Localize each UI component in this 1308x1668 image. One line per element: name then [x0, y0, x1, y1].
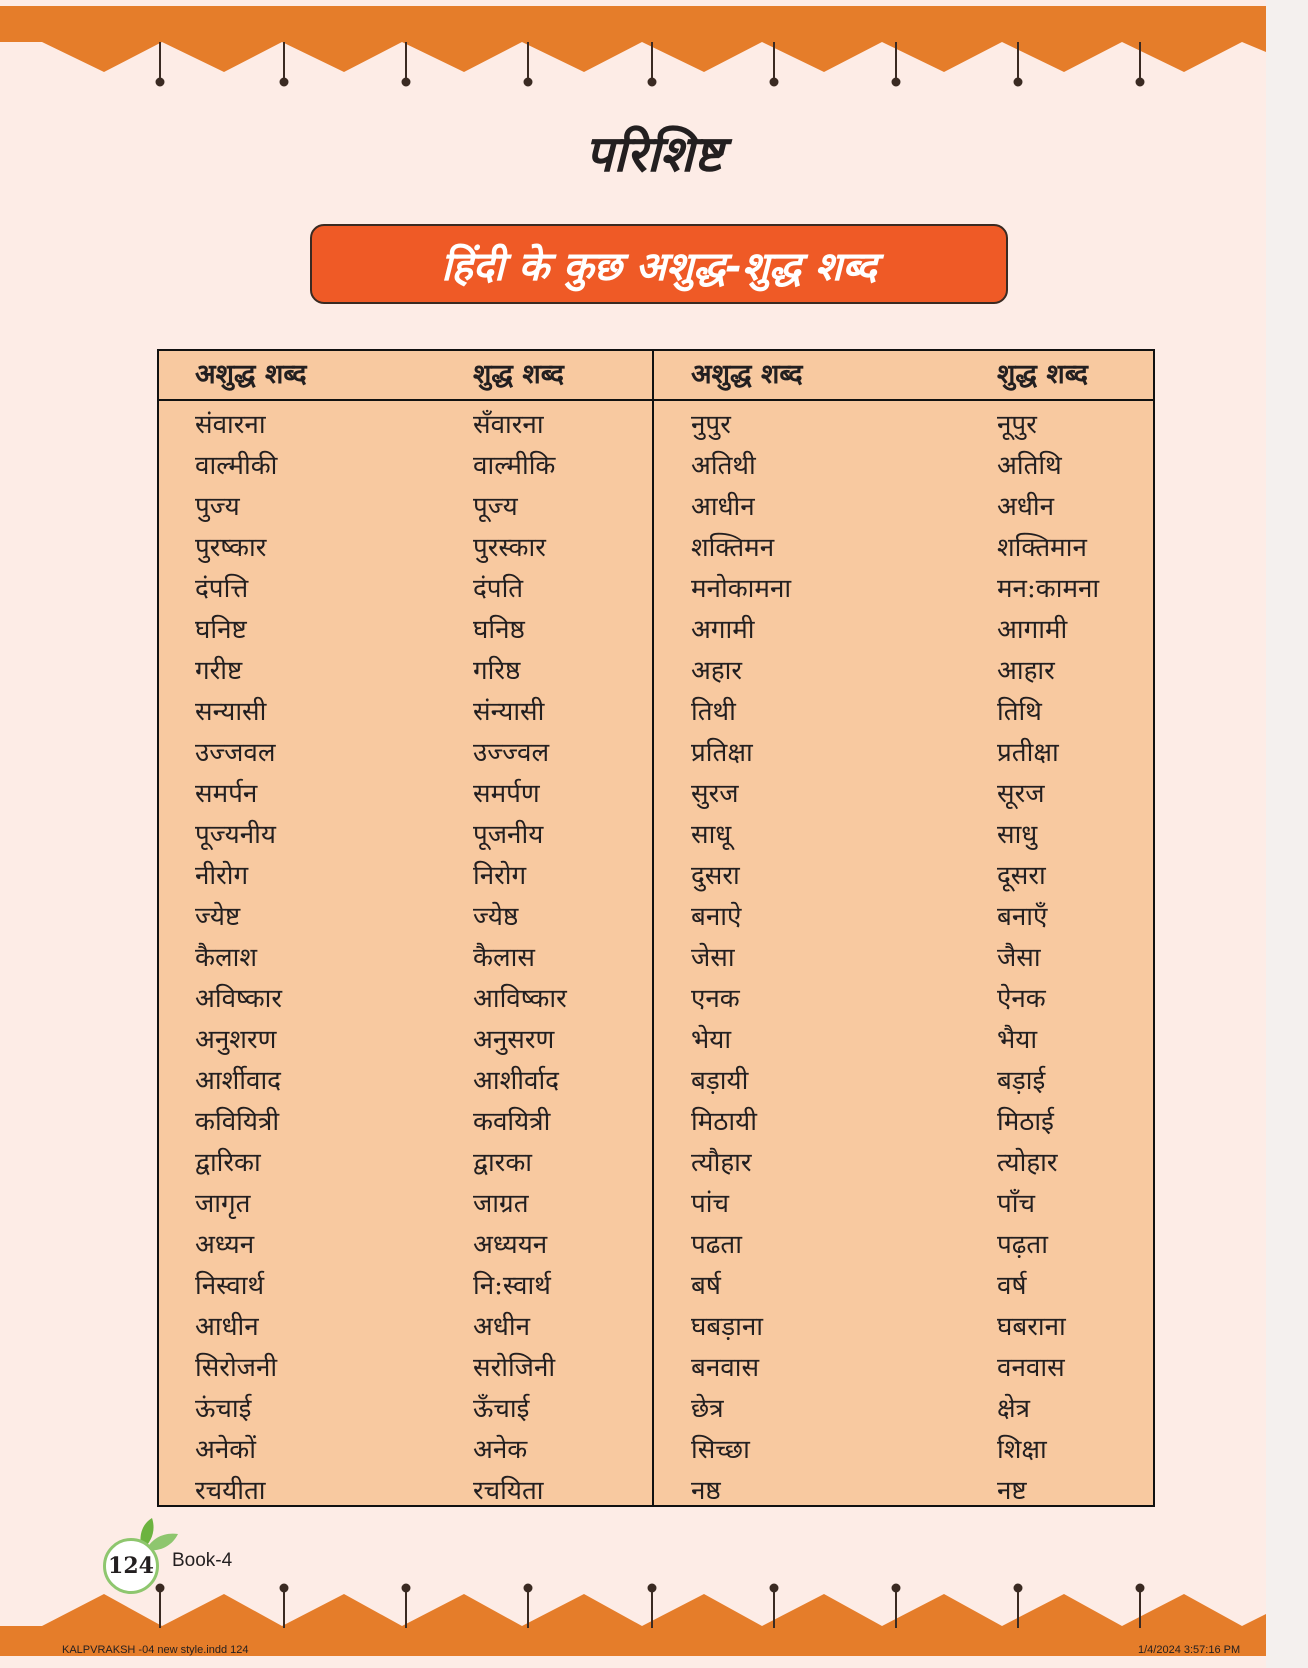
word-cell-right-correct: त्योहार	[997, 1148, 1058, 1178]
word-cell-left-incorrect: ज्येष्ट	[195, 902, 241, 932]
print-slug-file: KALPVRAKSH -04 new style.indd 124	[62, 1644, 249, 1656]
word-cell-right-correct: जैसा	[997, 943, 1041, 973]
table-divider	[652, 351, 654, 1505]
word-cell-left-correct: पुरस्कार	[473, 533, 546, 563]
word-cell-left-correct: संन्यासी	[473, 697, 545, 727]
word-cell-left-correct: ज्येष्ठ	[473, 902, 519, 932]
word-cell-right-incorrect: त्यौहार	[691, 1148, 752, 1178]
word-cell-right-incorrect: तिथी	[691, 697, 736, 727]
word-cell-left-incorrect: समर्पन	[195, 779, 258, 809]
word-cell-right-correct: प्रतीक्षा	[997, 738, 1059, 768]
cells-left-correct	[473, 405, 567, 1512]
cells-right-correct	[997, 405, 1099, 1512]
word-cell-left-incorrect: अध्यन	[195, 1230, 255, 1260]
word-cell-left-incorrect: वाल्मीकी	[195, 451, 278, 481]
word-cell-left-correct: नि:स्वार्थ	[473, 1271, 551, 1301]
word-cell-left-correct: गरिष्ठ	[473, 656, 521, 686]
section-heading-text: हिंदी के कुछ अशुद्ध-शुद्ध शब्द	[441, 243, 877, 290]
word-cell-left-incorrect: दंपत्ति	[195, 574, 249, 604]
word-cell-right-incorrect: शक्तिमन	[691, 533, 775, 563]
word-cell-left-incorrect: पूज्यनीय	[195, 820, 276, 850]
word-cell-left-incorrect: निस्वार्थ	[195, 1271, 265, 1301]
word-cell-left-incorrect: आधीन	[195, 1312, 259, 1342]
word-cell-right-incorrect: बनाऐ	[691, 902, 742, 932]
word-cell-left-incorrect: ऊंचाई	[195, 1394, 252, 1424]
word-cell-right-incorrect: मिठायी	[691, 1107, 757, 1137]
word-cell-right-correct: आगामी	[997, 615, 1068, 645]
word-cell-left-correct: ऊँचाई	[473, 1394, 530, 1424]
word-cell-right-incorrect: दुसरा	[691, 861, 740, 891]
header-right-correct: शुद्ध शब्द	[997, 359, 1089, 390]
word-cell-left-correct: समर्पण	[473, 779, 540, 809]
book-label: Book-4	[172, 1550, 233, 1571]
header-left-correct: शुद्ध शब्द	[473, 359, 565, 390]
word-cell-left-incorrect: उज्जवल	[195, 738, 276, 768]
col-left-correct	[473, 351, 567, 1512]
word-cell-left-correct: अनुसरण	[473, 1025, 555, 1055]
word-cell-right-correct: नष्ट	[997, 1476, 1027, 1506]
word-cell-right-incorrect: अहार	[691, 656, 743, 686]
word-cell-left-correct: सँवारना	[473, 410, 544, 440]
word-cell-right-incorrect: मनोकामना	[691, 574, 792, 604]
word-cell-right-incorrect: अगामी	[691, 615, 755, 645]
word-cell-right-correct: दूसरा	[997, 861, 1046, 891]
word-cell-right-incorrect: बड़ायी	[691, 1066, 749, 1096]
page-title: परिशिष्ट	[585, 125, 723, 183]
word-cell-right-incorrect: छेत्र	[691, 1394, 724, 1424]
word-cell-right-incorrect: घबड़ाना	[691, 1312, 764, 1342]
col-left-incorrect	[195, 351, 307, 1512]
word-cell-right-correct: शिक्षा	[997, 1435, 1047, 1465]
word-cell-left-correct: कवयित्री	[473, 1107, 551, 1137]
word-cell-right-correct: बनाएँ	[997, 902, 1048, 932]
print-slug-date: 1/4/2024 3:57:16 PM	[1138, 1644, 1241, 1656]
word-cell-left-correct: दंपति	[473, 574, 524, 604]
word-cell-right-incorrect: जेसा	[691, 943, 735, 973]
word-cell-right-incorrect: अतिथी	[691, 451, 756, 481]
word-cell-right-incorrect: आधीन	[691, 492, 755, 522]
word-cell-left-correct: अनेक	[473, 1435, 528, 1465]
word-cell-left-incorrect: अनुशरण	[195, 1025, 277, 1055]
word-cell-left-correct: द्वारका	[473, 1148, 533, 1178]
word-cell-left-correct: अधीन	[473, 1312, 531, 1342]
word-cell-right-correct: नूपुर	[997, 410, 1037, 440]
word-cell-right-correct: क्षेत्र	[997, 1394, 1030, 1424]
word-cell-left-correct: जाग्रत	[473, 1189, 529, 1219]
col-right-incorrect	[691, 351, 803, 1512]
word-cell-left-correct: आविष्कार	[473, 984, 567, 1014]
word-cell-right-correct: अतिथि	[997, 451, 1062, 481]
word-table	[157, 349, 1155, 1507]
word-cell-right-incorrect: सिच्छा	[691, 1435, 750, 1465]
word-cell-left-correct: कैलास	[473, 943, 535, 973]
word-cell-right-incorrect: पढता	[691, 1230, 742, 1260]
word-cell-left-incorrect: कवियित्री	[195, 1107, 280, 1137]
word-cell-right-correct: आहार	[997, 656, 1055, 686]
word-cell-right-correct: सूरज	[997, 779, 1045, 809]
word-cell-left-correct: उज्ज्वल	[473, 738, 550, 768]
word-cell-right-correct: मिठाई	[997, 1107, 1054, 1137]
word-cell-left-correct: आशीर्वाद	[473, 1066, 559, 1096]
word-cell-left-correct: पूज्य	[473, 492, 518, 522]
word-cell-left-incorrect: अविष्कार	[195, 984, 283, 1014]
header-right-incorrect: अशुद्ध शब्द	[691, 359, 803, 390]
word-cell-right-incorrect: सुरज	[691, 779, 739, 809]
word-cell-right-incorrect: नष्ठ	[691, 1476, 721, 1506]
page-number: 124	[103, 1538, 159, 1594]
word-cell-right-correct: तिथि	[997, 697, 1042, 727]
word-cell-right-correct: घबराना	[997, 1312, 1066, 1342]
word-cell-left-correct: अध्ययन	[473, 1230, 548, 1260]
cells-right-incorrect	[691, 405, 803, 1512]
word-cell-left-incorrect: आर्शीवाद	[195, 1066, 281, 1096]
word-cell-left-incorrect: घनिष्ट	[195, 615, 247, 645]
word-cell-left-incorrect: नीरोग	[195, 861, 249, 891]
word-cell-left-correct: घनिष्ठ	[473, 615, 525, 645]
word-cell-right-incorrect: बर्ष	[691, 1271, 721, 1301]
header-left-incorrect: अशुद्ध शब्द	[195, 359, 307, 390]
word-cell-right-correct: ऐनक	[997, 984, 1046, 1014]
word-cell-right-correct: अधीन	[997, 492, 1055, 522]
word-cell-right-incorrect: बनवास	[691, 1353, 760, 1383]
word-cell-right-incorrect: भेया	[691, 1025, 732, 1055]
page-margin	[1266, 0, 1308, 1668]
cells-left-incorrect	[195, 405, 307, 1512]
top-bunting	[0, 0, 1308, 90]
word-cell-left-incorrect: जागृत	[195, 1189, 251, 1219]
word-cell-left-incorrect: रचयीता	[195, 1476, 266, 1506]
word-cell-left-incorrect: सिरोजनी	[195, 1353, 278, 1383]
word-cell-left-incorrect: द्वारिका	[195, 1148, 261, 1178]
word-cell-left-correct: निरोग	[473, 861, 527, 891]
word-cell-left-incorrect: सन्यासी	[195, 697, 267, 727]
word-cell-left-incorrect: गरीष्ट	[195, 656, 243, 686]
word-cell-left-correct: पूजनीय	[473, 820, 544, 850]
word-cell-right-incorrect: प्रतिक्षा	[691, 738, 753, 768]
word-cell-right-correct: साधु	[997, 820, 1038, 850]
word-cell-left-incorrect: पुज्य	[195, 492, 240, 522]
col-right-correct	[997, 351, 1099, 1512]
word-cell-right-incorrect: एनक	[691, 984, 740, 1014]
word-cell-right-correct: मन:कामना	[997, 574, 1100, 604]
word-cell-right-incorrect: साधू	[691, 820, 732, 850]
word-cell-left-correct: रचयिता	[473, 1476, 544, 1506]
word-cell-right-correct: वर्ष	[997, 1271, 1027, 1301]
word-cell-left-correct: वाल्मीकि	[473, 451, 556, 481]
section-heading	[310, 224, 1008, 304]
word-cell-right-incorrect: नुपुर	[691, 410, 731, 440]
word-cell-left-incorrect: पुरष्कार	[195, 533, 267, 563]
word-cell-right-correct: पाँच	[997, 1189, 1036, 1219]
word-cell-right-correct: बड़ाई	[997, 1066, 1046, 1096]
word-cell-right-correct: पढ़ता	[997, 1230, 1048, 1260]
word-cell-right-incorrect: पांच	[691, 1189, 730, 1219]
word-cell-right-correct: शक्तिमान	[997, 533, 1087, 563]
word-cell-left-incorrect: संवारना	[195, 410, 266, 440]
word-cell-left-incorrect: कैलाश	[195, 943, 258, 973]
word-cell-right-correct: भैया	[997, 1025, 1038, 1055]
word-cell-right-correct: वनवास	[997, 1353, 1065, 1383]
word-cell-left-correct: सरोजिनी	[473, 1353, 556, 1383]
word-cell-left-incorrect: अनेकों	[195, 1435, 256, 1465]
